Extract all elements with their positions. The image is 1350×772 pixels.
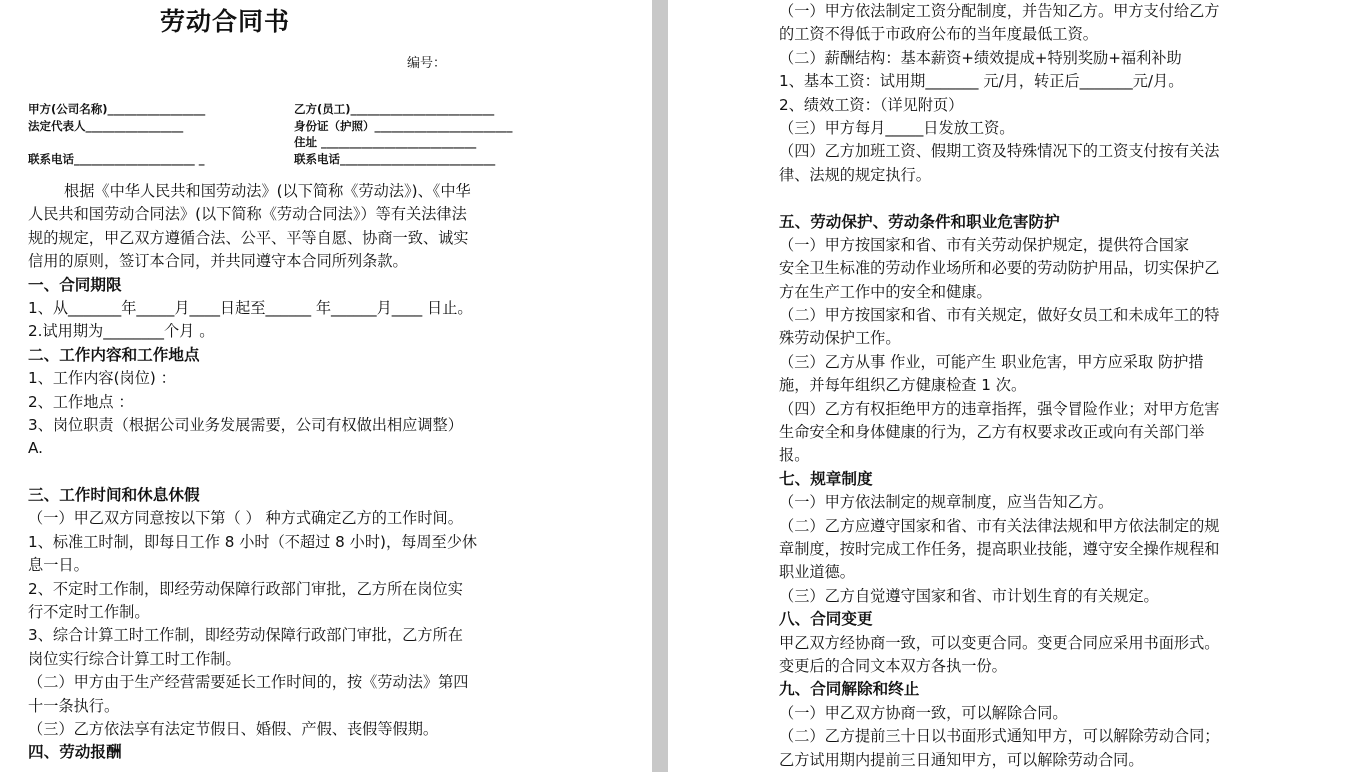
page-gutter [652,0,668,772]
section-heading: 八、合同变更 [779,610,873,629]
party-a-name-field: 甲方(公司名称)_________________ [28,102,206,116]
party-b-name-field: 乙方(员工)_________________________ [294,102,495,116]
text-line: （四）乙方加班工资、假期工资及特殊情况下的工资支付按有关法 [779,142,1220,161]
text-line: 2、不定时工作制，即经劳动保障行政部门审批，乙方所在岗位实 [28,579,463,598]
text-line: 律、法规的规定执行。 [779,165,931,184]
text-line: （三）甲方每月_____日发放工资。 [779,118,1015,137]
text-line: 殊劳动保护工作。 [779,329,901,348]
text-line: 职业道德。 [779,563,855,582]
text-line: 2、绩效工资：（详见附页） [779,95,964,114]
text-line: （三）乙方自觉遵守国家和省、市计划生育的有关规定。 [779,586,1159,605]
party-b-phone-field: 联系电话___________________________ [294,152,496,166]
text-line: 2、工作地点 ： [28,392,134,411]
text-line: （一）甲方依法制定工资分配制度，并告知乙方。甲方支付给乙方 [779,2,1220,20]
text-line: 根据《中华人民共和国劳动法》(以下简称《劳动法》)、《中华 [64,182,471,200]
section-heading: 一、合同期限 [28,275,122,294]
text-line: （四）乙方有权拒绝甲方的违章指挥，强令冒险作业；对甲方危害 [779,399,1220,418]
text-line: 规的规定，甲乙双方遵循合法、公平、平等自愿、协商一致、诚实 [28,228,469,247]
text-line: A. [28,439,43,458]
text-line: （一）甲乙双方协商一致，可以解除合同。 [779,703,1068,722]
text-line: （二）乙方提前三十日以书面形式通知甲方，可以解除劳动合同； [779,727,1220,746]
party-b-id-field: 身份证（护照）________________________ [294,119,513,133]
text-line: （一）甲方按国家和省、市有关劳动保护规定，提供符合国家 [779,235,1190,254]
text-line: 章制度，按时完成工作任务，提高职业技能，遵守安全操作规程和 [779,539,1220,558]
section-heading: 九、合同解除和终止 [779,680,920,699]
text-line: 方在生产工作中的安全和健康。 [779,282,992,301]
text-line: 十一条执行。 [28,696,120,715]
section-heading: 三、工作时间和休息休假 [28,486,200,505]
text-line: 息一日。 [28,556,89,575]
text-line: 1、从_______年_____月____日起至______ 年______月____ 日止。 [28,298,473,317]
text-line: （二）薪酬结构：基本薪资+绩效提成+特别奖励+福利补助 [779,48,1182,67]
text-line: 施，并每年组织乙方健康检查 1 次。 [779,376,1027,395]
text-line: 行不定时工作制。 [28,603,150,622]
blank-line [779,187,1301,210]
left-body-text [28,180,548,765]
text-line: 报。 [779,446,810,465]
text-line: 岗位实行综合计算工时工作制。 [28,649,241,668]
section-heading: 七、规章制度 [779,469,873,488]
text-line: 安全卫生标准的劳动作业场所和必要的劳动防护用品，切实保护乙 [779,259,1220,278]
party-a-phone-field: 联系电话_____________________ _ [28,152,205,166]
text-line: （二）甲方由于生产经营需要延长工作时间的，按《劳动法》第四 [28,673,469,692]
text-line: （三）乙方依法享有法定节假日、婚假、产假、丧假等假期。 [28,719,439,738]
section-heading: 五、劳动保护、劳动条件和职业危害防护 [779,212,1060,231]
party-b-address-field: 住址 ___________________________ [294,135,477,149]
text-line: （二）乙方应遵守国家和省、市有关法律法规和甲方依法制定的规 [779,516,1220,535]
text-line: 的工资不得低于市政府公布的当年度最低工资。 [779,25,1098,44]
text-line: （一）甲方依法制定的规章制度，应当告知乙方。 [779,493,1114,512]
text-line: 甲乙双方经协商一致，可以变更合同。变更合同应采用书面形式。 [779,633,1220,652]
text-line: （三）乙方从事 作业，可能产生 职业危害，甲方应采取 防护措 [779,352,1204,371]
text-line: 生命安全和身体健康的行为，乙方有权要求改正或向有关部门举 [779,423,1205,442]
text-line: 1、基本工资：试用期_______ 元/月，转正后_______元/月。 [779,72,1184,91]
document-title: 劳动合同书 [160,7,291,36]
party-a-rep-field: 法定代表人_________________ [28,119,184,133]
text-line: 人民共和国劳动合同法》(以下简称《劳动合同法》）等有关法律法 [28,205,467,224]
text-line: （一）甲乙双方同意按以下第（ ） 种方式确定乙方的工作时间。 [28,509,463,528]
text-line: 1、工作内容(岗位) ： [28,369,176,388]
blank-line [28,461,548,484]
section-heading: 四、劳动报酬 [28,743,122,762]
text-line: （二）甲方按国家和省、市有关规定，做好女员工和未成年工的特 [779,306,1220,325]
text-line: 乙方试用期内提前三日通知甲方，可以解除劳动合同。 [779,750,1144,769]
text-line: 2.试用期为________个月 。 [28,322,215,341]
text-line: 变更后的合同文本双方各执一份。 [779,656,1007,675]
section-heading: 二、工作内容和工作地点 [28,345,200,364]
contract-number-label: 编号： [407,56,447,71]
right-body-text [779,0,1301,772]
text-line: 3、综合计算工时工作制，即经劳动保障行政部门审批，乙方所在 [28,626,463,645]
text-line: 信用的原则，签订本合同，并共同遵守本合同所列条款。 [28,252,408,271]
text-line: 1、标准工时制，即每日工作 8 小时（不超过 8 小时)，每周至少休 [28,532,478,551]
text-line: 3、岗位职责（根据公司业务发展需要，公司有权做出相应调整） [28,415,463,434]
